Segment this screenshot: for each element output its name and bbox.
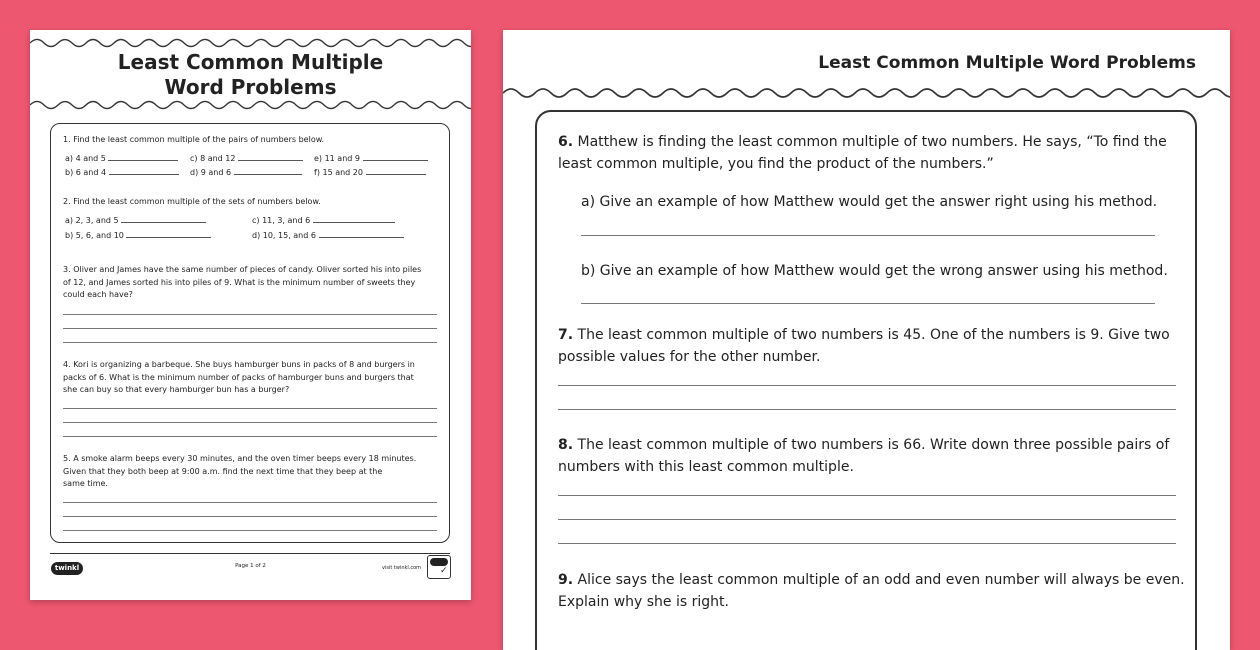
question-9: 9. Alice says the least common multiple of an odd and even number will always be even. Explain why she is right. — [558, 572, 1185, 610]
question-8: 8. The least common multiple of two numbers is 66. Write down three possible pairs of numbers with this least common multiple. — [558, 437, 1170, 475]
answer-line — [558, 409, 1176, 410]
quality-badge-icon: ✓ — [427, 555, 451, 579]
answer-line — [63, 408, 437, 409]
answer-item: d) 10, 15, and 6 — [252, 229, 404, 243]
answer-item: c) 11, 3, and 6 — [252, 214, 395, 228]
question-1: 1. Find the least common multiple of the pairs of numbers below. — [63, 135, 325, 144]
answer-item: a) 4 and 5 — [65, 152, 178, 166]
question-7: 7. The least common multiple of two numbers is 45. One of the numbers is 9. Give two possible values for the other number. — [558, 327, 1170, 365]
bottom-wave-divider — [30, 98, 471, 112]
answer-line — [558, 543, 1176, 544]
wave-divider — [503, 84, 1230, 100]
answer-line — [63, 502, 437, 503]
answer-item: d) 9 and 6 — [190, 166, 302, 180]
answer-line — [558, 519, 1176, 520]
answer-item: e) 11 and 9 — [314, 152, 428, 166]
answer-line — [63, 422, 437, 423]
question-6: 6. Matthew is finding the least common multiple of two numbers. He says, “To find the least common multiple, you find the product of the numbers.” — [558, 134, 1167, 172]
question-6b: b) Give an example of how Matthew would get the wrong answer using his method. — [581, 263, 1168, 279]
answer-item: b) 6 and 4 — [65, 166, 179, 180]
question-3: 3. Oliver and James have the same number of pieces of candy. Oliver sorted his into piles of 12, and James sorted his into piles of 9. What is the minimum number of sweets they could each have? — [63, 265, 422, 299]
page-title: Least Common Multiple Word Problems — [117, 50, 384, 99]
answer-line — [63, 530, 437, 531]
answer-item: c) 8 and 12 — [190, 152, 303, 166]
twinkl-logo: twinkl — [51, 562, 83, 575]
answer-line — [558, 495, 1176, 496]
answer-line — [63, 436, 437, 437]
worksheet-page-1 — [30, 30, 471, 600]
answer-line — [558, 385, 1176, 386]
answer-item: b) 5, 6, and 10 — [65, 229, 211, 243]
page-number: Page 1 of 2 — [235, 563, 266, 569]
worksheet-page-2 — [503, 30, 1230, 650]
answer-item: a) 2, 3, and 5 — [65, 214, 206, 228]
question-4: 4. Kori is organizing a barbeque. She buys hamburger buns in packs of 8 and burgers in packs of 6. What is the minimum number of packs of hamburger buns and burgers that she can buy so that every hamburger bun has a burger? — [63, 360, 415, 394]
answer-line — [581, 303, 1155, 304]
page-title: Least Common Multiple Word Problems — [818, 53, 1196, 73]
answer-line — [63, 314, 437, 315]
answer-line — [63, 516, 437, 517]
answer-item: f) 15 and 20 — [314, 166, 426, 180]
top-wave-divider — [30, 34, 471, 48]
question-2: 2. Find the least common multiple of the sets of numbers below. — [63, 197, 321, 206]
question-5: 5. A smoke alarm beeps every 30 minutes, and the oven timer beeps every 18 minutes. Given that they both beep at 9:00 a.m. find the next time that they beep at the same time. — [63, 454, 417, 488]
answer-line — [581, 235, 1155, 236]
question-6a: a) Give an example of how Matthew would get the answer right using his method. — [581, 194, 1158, 210]
visit-link: visit twinkl.com — [382, 565, 422, 571]
footer-divider — [50, 553, 450, 554]
answer-line — [63, 342, 437, 343]
answer-line — [63, 328, 437, 329]
